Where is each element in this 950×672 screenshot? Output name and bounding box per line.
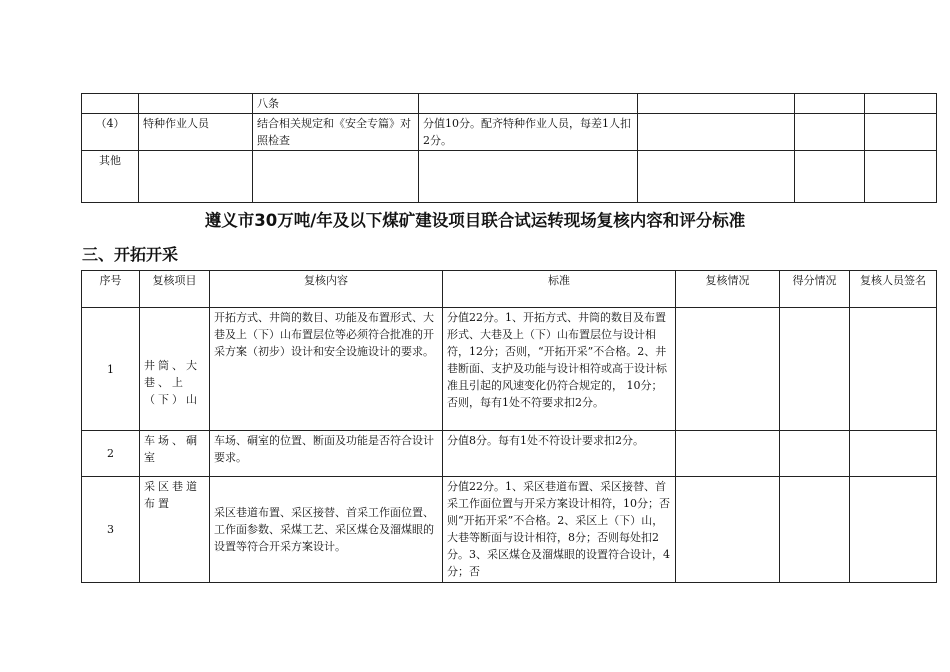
- item-cell: 车场、硐室: [140, 431, 210, 477]
- status-cell: [676, 308, 780, 431]
- cell: [253, 151, 419, 203]
- cell: [638, 151, 795, 203]
- content-cell: 开拓方式、井筒的数目、功能及布置形式、大巷及上（下）山布置层位等必须符合批准的开采方案（初步）设计和安全设施设计的要求。: [210, 308, 443, 431]
- signer-cell: [850, 477, 937, 583]
- cell: [865, 151, 937, 203]
- cell: [795, 151, 865, 203]
- cell: [139, 151, 253, 203]
- content-cell: 车场、硐室的位置、断面及功能是否符合设计要求。: [210, 431, 443, 477]
- seq-cell: 3: [82, 477, 140, 583]
- previous-section-table: [81, 93, 937, 203]
- item-cell: 采区巷道布置: [140, 477, 210, 583]
- item-cell: 特种作业人员: [139, 114, 253, 151]
- status-cell: [676, 431, 780, 477]
- cell: [865, 114, 937, 151]
- cell: [795, 114, 865, 151]
- cell: 八条: [253, 94, 419, 114]
- cell: [419, 94, 638, 114]
- content-cell: 结合相关规定和《安全专篇》对照检查: [253, 114, 419, 151]
- document-title: 遵义市30万吨/年及以下煤矿建设项目联合试运转现场复核内容和评分标准: [204, 211, 746, 230]
- status-cell: [676, 477, 780, 583]
- score-cell: [780, 477, 850, 583]
- header-item: 复核项目: [140, 271, 210, 308]
- item-cell: 井筒、大巷、上（下）山: [140, 308, 210, 431]
- score-cell: [780, 431, 850, 477]
- cell: [795, 94, 865, 114]
- header-status: 复核情况: [676, 271, 780, 308]
- header-signer: 复核人员签名: [850, 271, 937, 308]
- table-row: [82, 431, 937, 477]
- cell: [638, 94, 795, 114]
- table-header-row: [82, 271, 937, 308]
- standard-cell: 分值22分。1、开拓方式、井筒的数目及布置形式、大巷及上（下）山布置层位与设计相符，12分；否则，“开拓开采”不合格。2、井巷断面、支护及功能与设计相符或高于设计标准且引起的风速变化仍符合规定的， 10分；否则，每有1处不符要求扣2分。: [443, 308, 676, 431]
- header-score: 得分情况: [780, 271, 850, 308]
- table-row: [82, 94, 937, 114]
- standard-cell: 分值22分。1、采区巷道布置、采区接替、首采工作面位置与开采方案设计相符，10分；否则“开拓开采”不合格。2、采区上（下）山，大巷等断面与设计相符，8分；否则每处扣2分。3、采区煤仓及溜煤眼的设置符合设计，4分；否: [443, 477, 676, 583]
- seq-cell: 其他: [82, 151, 139, 203]
- seq-cell: 2: [82, 431, 140, 477]
- section-heading: 三、开拓开采: [82, 245, 179, 264]
- cell: [865, 94, 937, 114]
- header-content: 复核内容: [210, 271, 443, 308]
- standard-cell: 分值8分。每有1处不符设计要求扣2分。: [443, 431, 676, 477]
- signer-cell: [850, 308, 937, 431]
- table-row: [82, 151, 937, 203]
- content-cell: 采区巷道布置、采区接替、首采工作面位置、工作面参数、采煤工艺、采区煤仓及溜煤眼的设置等符合开采方案设计。: [210, 477, 443, 583]
- cell: [638, 114, 795, 151]
- seq-cell: 1: [82, 308, 140, 431]
- cell: [419, 151, 638, 203]
- signer-cell: [850, 431, 937, 477]
- header-seq: 序号: [82, 271, 140, 308]
- seq-cell: （4）: [82, 114, 139, 151]
- cell: [139, 94, 253, 114]
- table-row: [82, 308, 937, 431]
- standard-cell: 分值10分。配齐特种作业人员，每差1人扣2分。: [419, 114, 638, 151]
- table-row: [82, 114, 937, 151]
- review-table: [81, 270, 937, 583]
- table-row: [82, 477, 937, 583]
- score-cell: [780, 308, 850, 431]
- header-standard: 标准: [443, 271, 676, 308]
- cell: [82, 94, 139, 114]
